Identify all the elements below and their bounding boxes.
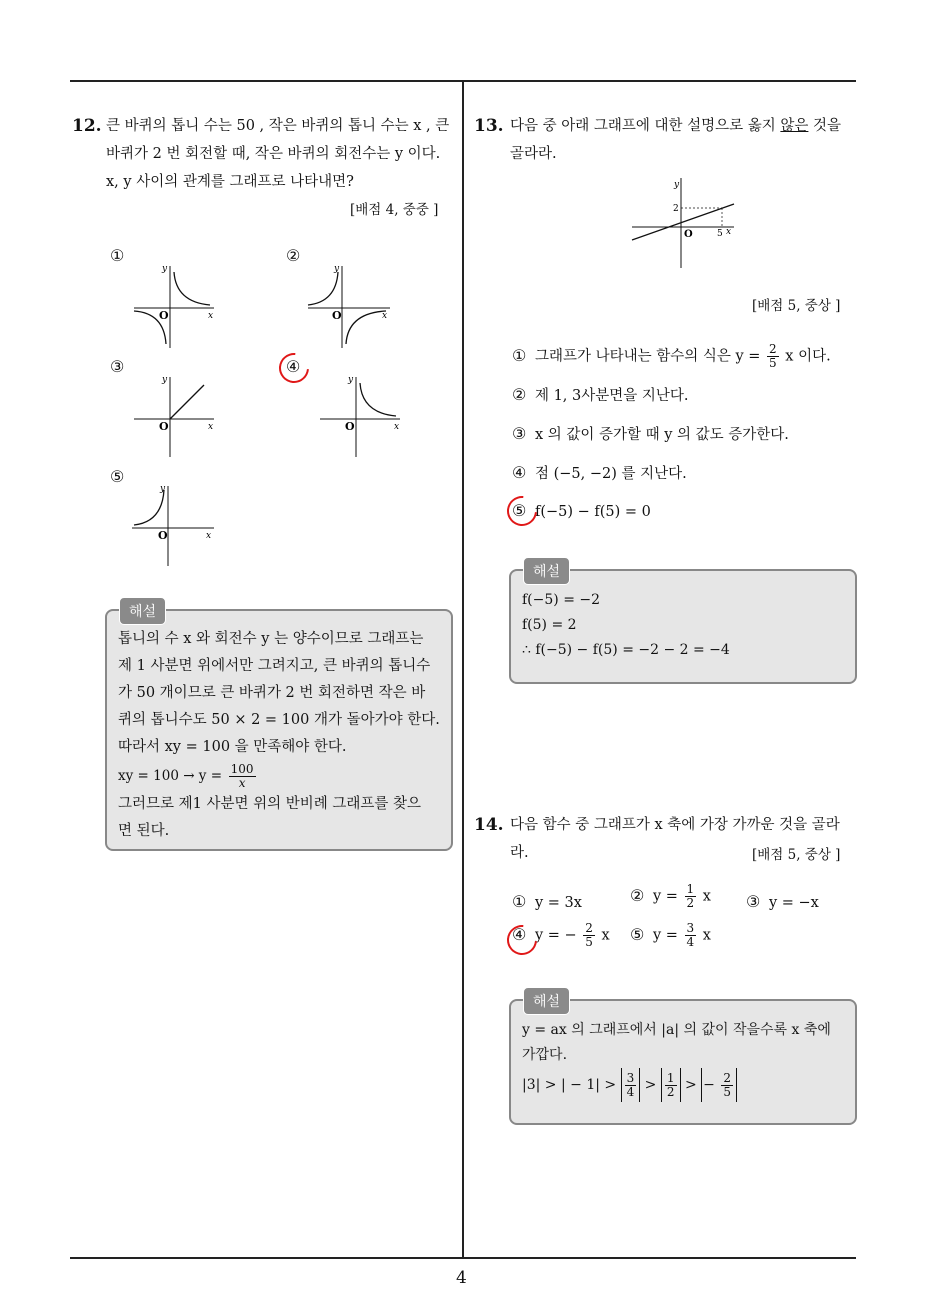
- option-text: y =: [652, 927, 678, 944]
- q12-score: [배점 4, 중중 ]: [350, 202, 439, 218]
- q13-option-1[interactable]: [512, 343, 831, 370]
- option-text: x: [702, 927, 711, 944]
- q12-option-4-label[interactable]: ④: [286, 357, 301, 376]
- q14-option-3[interactable]: [746, 892, 819, 911]
- option-text: 그래프가 나타내는 함수의 식은 y =: [534, 348, 761, 365]
- explanation-line: 톱니의 수 x 와 회전수 y 는 양수이므로 그래프는: [118, 631, 424, 647]
- fraction-denominator: 4: [626, 1084, 635, 1099]
- axis-y-label: y: [348, 375, 354, 385]
- fraction-denominator: 5: [769, 356, 777, 370]
- explanation-formula: [118, 761, 440, 791]
- negative-sign: −: [703, 1077, 715, 1093]
- page-number: 4: [456, 1268, 467, 1288]
- q12-graph-1: [128, 262, 218, 350]
- q13-option-4[interactable]: [512, 462, 687, 483]
- fraction-numerator: 100: [230, 761, 254, 776]
- q14-stem-line: 다음 함수 중 그래프가 x 축에 가장 가까운 것을 골라: [510, 817, 840, 833]
- fraction-numerator: 2: [585, 921, 593, 935]
- q14-score: [배점 5, 중상 ]: [752, 847, 841, 863]
- q14-number: 14.: [474, 815, 504, 835]
- q13-number: 13.: [474, 116, 504, 136]
- q13-explanation-text: [522, 588, 730, 663]
- q12-explanation-tag: 해설: [119, 597, 166, 625]
- option-number: ③: [512, 424, 527, 443]
- option-fraction: [767, 343, 779, 370]
- stem-text: 것을: [808, 118, 842, 134]
- q12-graph-5: [128, 482, 220, 568]
- q13-option-3[interactable]: [512, 423, 789, 444]
- option-number: ①: [512, 345, 527, 365]
- q12-option-3-label[interactable]: ③: [110, 357, 125, 376]
- answer-mark-circle: [501, 490, 543, 532]
- option-number: ⑤: [630, 924, 645, 944]
- option-number: ②: [630, 885, 645, 905]
- fraction: [665, 1072, 677, 1099]
- axis-x-label: x: [394, 422, 400, 432]
- origin-label: O: [158, 529, 168, 542]
- q13-explanation-tag: 해설: [523, 557, 570, 585]
- axis-y-label: y: [162, 264, 168, 274]
- formula-left: xy = 100 → y =: [118, 768, 223, 784]
- q14-option-5[interactable]: [630, 922, 711, 949]
- q12-option-1-label[interactable]: ①: [110, 246, 125, 265]
- fraction-denominator: 5: [723, 1084, 731, 1099]
- explanation-line: 따라서 xy = 100 을 만족해야 한다.: [118, 739, 347, 755]
- formula-fraction: [229, 763, 256, 790]
- explanation-line: ∴ f(−5) − f(5) = −2 − 2 = −4: [522, 642, 730, 658]
- q13-stem-line-2: 골라라.: [510, 146, 557, 162]
- fraction-numerator: 3: [626, 1070, 635, 1085]
- q12-option-2-label[interactable]: ②: [286, 246, 301, 265]
- axis-y-label: y: [160, 484, 166, 494]
- fraction-numerator: 2: [769, 342, 777, 356]
- option-text: x 이다.: [785, 348, 831, 365]
- x-tick-label: 5: [717, 229, 723, 239]
- origin-label: O: [159, 309, 169, 322]
- explanation-line: 그러므로 제1 사분면 위의 반비례 그래프를 찾으: [118, 796, 422, 812]
- q13-graph: [628, 174, 740, 270]
- explanation-line: 가깝다.: [522, 1047, 568, 1063]
- explanation-line: 가 50 개이므로 큰 바퀴가 2 번 회전하면 작은 바: [118, 685, 426, 701]
- q12-stem-line: 큰 바퀴의 톱니 수는 50 , 작은 바퀴의 톱니 수는 x , 큰: [106, 118, 450, 134]
- option-text: x: [702, 888, 711, 905]
- fraction-denominator: 4: [686, 935, 695, 949]
- abs-value: [621, 1068, 641, 1102]
- axis-y-label: y: [334, 264, 340, 274]
- fraction-denominator: 2: [666, 1084, 675, 1099]
- bottom-rule: [70, 1257, 856, 1259]
- q12-option-5-label[interactable]: ⑤: [110, 467, 125, 486]
- inequality-text: |3| > | − 1| >: [522, 1077, 617, 1093]
- option-fraction: [583, 922, 595, 949]
- q12-number: 12.: [72, 116, 102, 136]
- stem-underlined: 않은: [780, 118, 809, 134]
- option-number: ④: [512, 924, 527, 944]
- option-text: x 의 값이 증가할 때 y 의 값도 증가한다.: [534, 427, 789, 443]
- explanation-inequality: [522, 1068, 831, 1102]
- q14-option-2[interactable]: [630, 883, 711, 910]
- q14-stem-line: 라.: [510, 845, 529, 861]
- option-text: y =: [652, 888, 678, 905]
- q13-score: [배점 5, 중상 ]: [752, 298, 841, 314]
- q12-graph-2: [302, 262, 394, 350]
- abs-value: [701, 1068, 737, 1102]
- fraction: [625, 1072, 637, 1099]
- axis-x-label: x: [206, 531, 212, 541]
- option-number: ③: [746, 892, 761, 911]
- fraction-numerator: 1: [666, 1070, 675, 1085]
- axis-y-label: y: [162, 375, 168, 385]
- q12-stem-line: x, y 사이의 관계를 그래프로 나타내면?: [106, 174, 354, 190]
- q13-stem: [510, 112, 841, 168]
- column-divider: [462, 81, 464, 1258]
- option-text: x: [601, 927, 610, 944]
- fraction: [721, 1072, 733, 1099]
- option-number: ④: [512, 463, 527, 482]
- axis-x-label: x: [208, 311, 214, 321]
- option-fraction: [685, 922, 697, 949]
- origin-label: O: [345, 420, 355, 433]
- q12-graph-4: [314, 373, 404, 459]
- inequality-sign: >: [644, 1077, 657, 1093]
- q14-option-1[interactable]: [512, 892, 582, 911]
- explanation-line: f(5) = 2: [522, 617, 577, 633]
- option-fraction: [685, 883, 697, 910]
- q12-stem-line: 바퀴가 2 번 회전할 때, 작은 바퀴의 회전수는 y 이다.: [106, 146, 441, 162]
- answer-mark-circle: [273, 347, 315, 389]
- axis-x-label: x: [382, 311, 388, 321]
- option-number: ①: [512, 892, 527, 911]
- option-text: f(−5) − f(5) = 0: [534, 504, 651, 520]
- explanation-line: 면 된다.: [118, 823, 170, 839]
- option-text: y = −x: [768, 895, 819, 911]
- option-text: 점 (−5, −2) 를 지난다.: [534, 466, 687, 482]
- abs-value: [661, 1068, 681, 1102]
- axis-y-label: y: [674, 180, 680, 190]
- origin-label: O: [684, 229, 693, 240]
- fraction-denominator: 5: [585, 935, 593, 949]
- fraction-numerator: 1: [686, 882, 695, 896]
- axis-x-label: x: [726, 227, 732, 237]
- q13-option-2[interactable]: [512, 384, 689, 405]
- y-tick-label: 2: [673, 204, 679, 214]
- option-text: y = −: [534, 927, 577, 944]
- q12-stem: [106, 112, 449, 196]
- axis-x-label: x: [208, 422, 214, 432]
- option-text: 제 1, 3사분면을 지난다.: [534, 388, 689, 404]
- explanation-line: 제 1 사분면 위에서만 그려지고, 큰 바퀴의 톱니수: [118, 658, 431, 674]
- option-text: y = 3x: [534, 895, 582, 911]
- origin-label: O: [332, 309, 342, 322]
- fraction-numerator: 3: [686, 921, 695, 935]
- inequality-sign: >: [684, 1077, 697, 1093]
- stem-text: 다음 중 아래 그래프에 대한 설명으로 옳지: [510, 118, 781, 134]
- q14-explanation-tag: 해설: [523, 987, 570, 1015]
- explanation-line: y = ax 의 그래프에서 |a| 의 값이 작을수록 x 축에: [522, 1022, 831, 1038]
- explanation-line: 퀴의 톱니수도 50 × 2 = 100 개가 돌아가야 한다.: [118, 712, 440, 728]
- fraction-denominator: 2: [686, 896, 695, 910]
- explanation-line: f(−5) = −2: [522, 592, 601, 608]
- q14-explanation-text: [522, 1018, 831, 1102]
- q12-graph-3: [128, 373, 218, 459]
- fraction-numerator: 2: [723, 1070, 731, 1085]
- option-number: ⑤: [512, 501, 527, 520]
- option-number: ②: [512, 385, 527, 404]
- fraction-denominator: x: [238, 775, 246, 790]
- q13-stem-line-1: [510, 112, 841, 140]
- origin-label: O: [159, 420, 169, 433]
- q12-explanation-text: [118, 626, 440, 845]
